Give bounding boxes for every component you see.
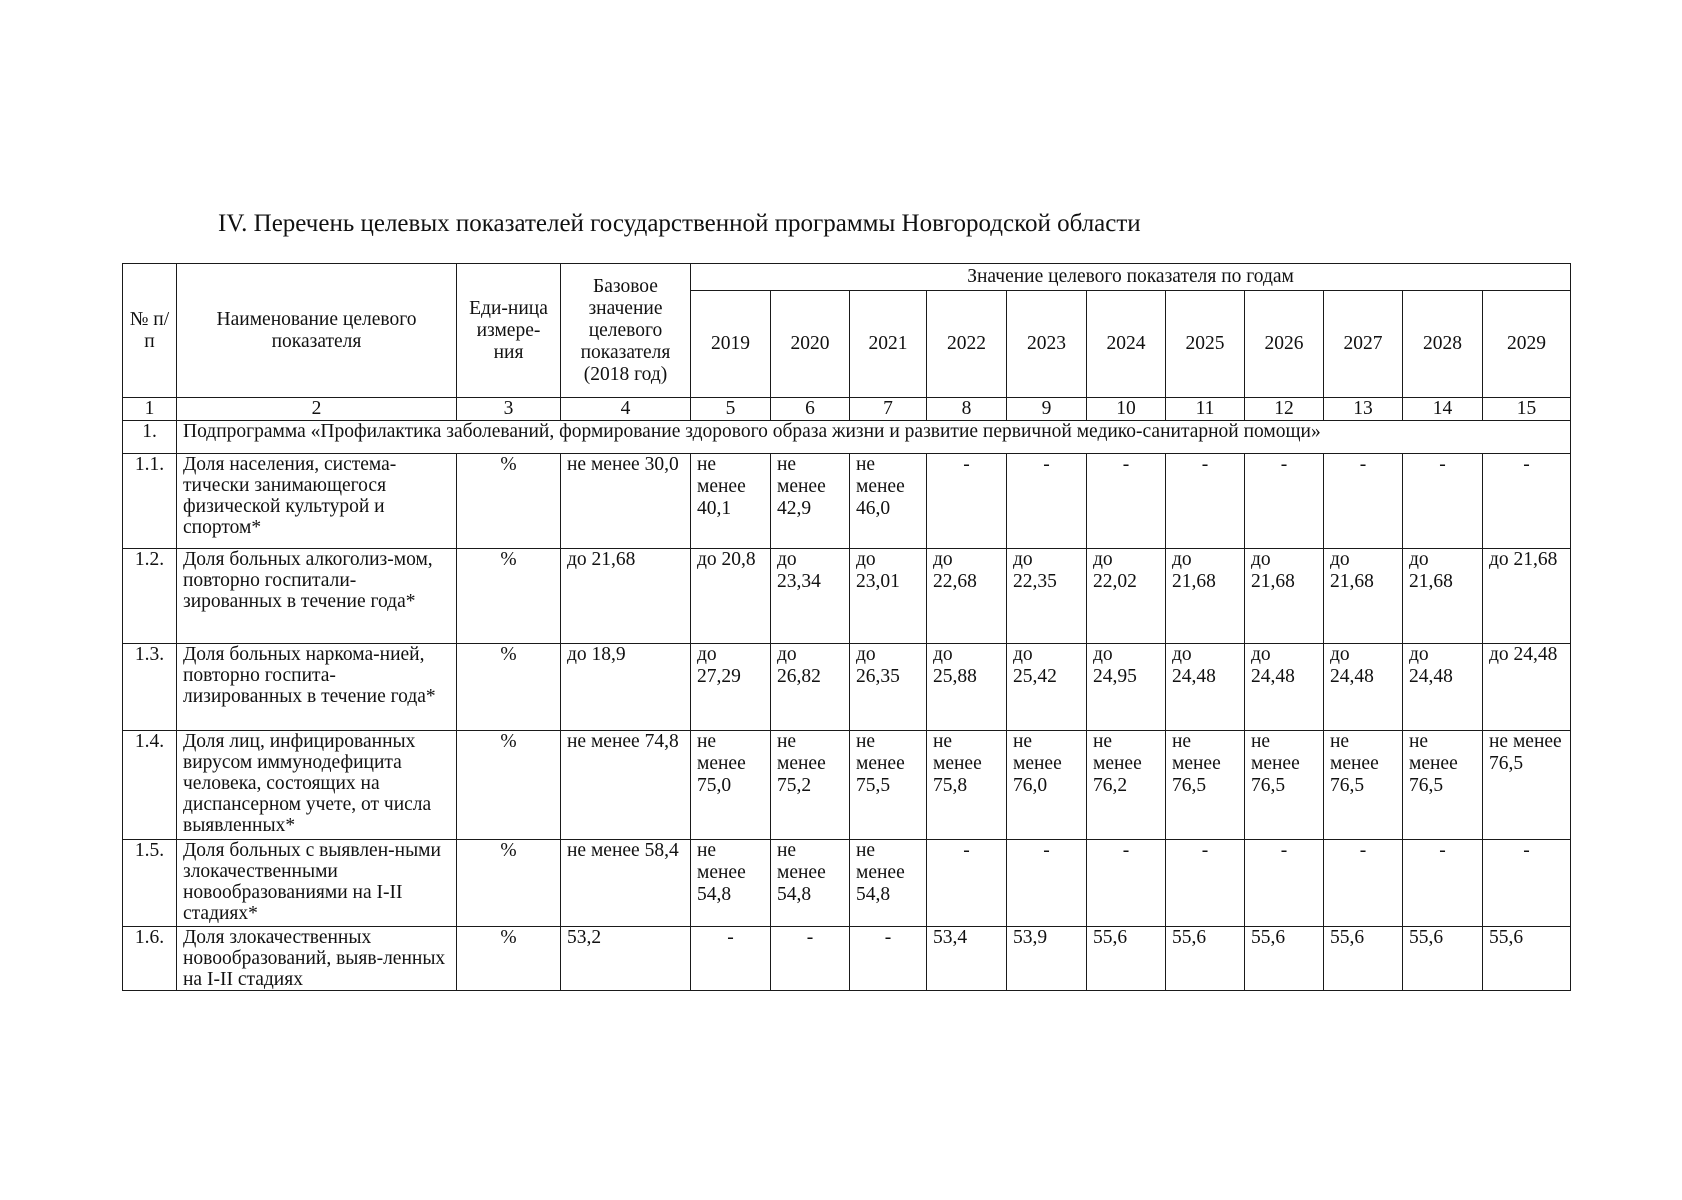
year-value: - — [1007, 840, 1087, 927]
year-value: - — [1403, 454, 1483, 549]
subprogram-title: Подпрограмма «Профилактика заболеваний, формирование здорового образа жизни и развитие первичной медико-санитарной помощи» — [177, 421, 1571, 454]
indicator-unit: % — [457, 454, 561, 549]
row-number: 1.1. — [123, 454, 177, 549]
column-number: 10 — [1087, 398, 1166, 421]
year-value: до 21,68 — [1483, 549, 1571, 644]
year-value: не менее 54,8 — [691, 840, 771, 927]
year-value: не менее 54,8 — [771, 840, 850, 927]
column-number: 12 — [1245, 398, 1324, 421]
year-value: до 25,88 — [927, 644, 1007, 731]
year-value: не менее 75,0 — [691, 731, 771, 840]
header-name: Наименование целевого показателя — [177, 264, 457, 398]
header-year: 2028 — [1403, 291, 1483, 398]
year-value: - — [1324, 454, 1403, 549]
year-value: - — [1245, 840, 1324, 927]
year-value: 55,6 — [1403, 927, 1483, 991]
table-row — [123, 731, 1571, 840]
indicators-table — [122, 263, 1571, 991]
year-value: - — [771, 927, 850, 991]
indicator-name: Доля больных наркома-нией, повторно госпита-лизированных в течение года* — [177, 644, 457, 731]
year-value: - — [1007, 454, 1087, 549]
year-value: до 22,68 — [927, 549, 1007, 644]
header-year: 2026 — [1245, 291, 1324, 398]
subprogram-num: 1. — [123, 421, 177, 454]
year-value: до 23,34 — [771, 549, 850, 644]
row-number: 1.4. — [123, 731, 177, 840]
year-value: до 21,68 — [1403, 549, 1483, 644]
header-unit: Еди-ница измере-ния — [457, 264, 561, 398]
table-row — [123, 549, 1571, 644]
row-number: 1.3. — [123, 644, 177, 731]
year-value: до 24,48 — [1324, 644, 1403, 731]
column-number: 9 — [1007, 398, 1087, 421]
header-year: 2019 — [691, 291, 771, 398]
year-value: не менее 40,1 — [691, 454, 771, 549]
year-value: - — [927, 454, 1007, 549]
year-value: не менее 76,5 — [1245, 731, 1324, 840]
indicator-unit: % — [457, 840, 561, 927]
base-value: до 21,68 — [561, 549, 691, 644]
indicator-name: Доля населения, система-тически занимающегося физической культурой и спортом* — [177, 454, 457, 549]
year-value: 55,6 — [1483, 927, 1571, 991]
column-number: 8 — [927, 398, 1007, 421]
year-value: до 24,95 — [1087, 644, 1166, 731]
header-year: 2024 — [1087, 291, 1166, 398]
year-value: до 24,48 — [1403, 644, 1483, 731]
indicator-name: Доля больных с выявлен-ными злокачественными новообразованиями на I-II стадиях* — [177, 840, 457, 927]
year-value: до 24,48 — [1245, 644, 1324, 731]
year-value: до 26,82 — [771, 644, 850, 731]
year-value: - — [691, 927, 771, 991]
header-year: 2021 — [850, 291, 927, 398]
year-value: не менее 42,9 — [771, 454, 850, 549]
year-value: - — [1403, 840, 1483, 927]
base-value: 53,2 — [561, 927, 691, 991]
year-value: - — [1245, 454, 1324, 549]
header-year: 2020 — [771, 291, 850, 398]
year-value: 55,6 — [1324, 927, 1403, 991]
year-value: - — [1166, 840, 1245, 927]
base-value: не менее 58,4 — [561, 840, 691, 927]
header-year: 2027 — [1324, 291, 1403, 398]
table-row — [123, 454, 1571, 549]
year-value: - — [1483, 454, 1571, 549]
year-value: не менее 76,0 — [1007, 731, 1087, 840]
base-value: не менее 74,8 — [561, 731, 691, 840]
indicator-name: Доля больных алкоголиз-мом, повторно госпитали-зированных в течение года* — [177, 549, 457, 644]
base-value: до 18,9 — [561, 644, 691, 731]
column-number: 11 — [1166, 398, 1245, 421]
year-value: - — [1483, 840, 1571, 927]
column-number: 2 — [177, 398, 457, 421]
year-value: 53,9 — [1007, 927, 1087, 991]
page-title: IV. Перечень целевых показателей государственной программы Новгородской области — [218, 210, 1141, 237]
column-number: 5 — [691, 398, 771, 421]
column-number: 1 — [123, 398, 177, 421]
subprogram-row — [123, 421, 1571, 454]
year-value: - — [927, 840, 1007, 927]
year-value: не менее 76,2 — [1087, 731, 1166, 840]
year-value: до 24,48 — [1483, 644, 1571, 731]
year-value: до 21,68 — [1324, 549, 1403, 644]
year-value: 53,4 — [927, 927, 1007, 991]
column-number: 7 — [850, 398, 927, 421]
year-value: - — [1324, 840, 1403, 927]
year-value: до 21,68 — [1166, 549, 1245, 644]
header-num: № п/п — [123, 264, 177, 398]
year-value: до 26,35 — [850, 644, 927, 731]
column-number: 6 — [771, 398, 850, 421]
year-value: до 22,35 — [1007, 549, 1087, 644]
year-value: - — [850, 927, 927, 991]
year-value: 55,6 — [1166, 927, 1245, 991]
year-value: не менее 54,8 — [850, 840, 927, 927]
year-value: до 27,29 — [691, 644, 771, 731]
year-value: не менее 75,5 — [850, 731, 927, 840]
header-year: 2023 — [1007, 291, 1087, 398]
year-value: - — [1087, 840, 1166, 927]
table-row — [123, 927, 1571, 991]
year-value: не менее 75,8 — [927, 731, 1007, 840]
year-value: до 25,42 — [1007, 644, 1087, 731]
base-value: не менее 30,0 — [561, 454, 691, 549]
table-row — [123, 840, 1571, 927]
column-number: 13 — [1324, 398, 1403, 421]
row-number: 1.6. — [123, 927, 177, 991]
header-year: 2022 — [927, 291, 1007, 398]
column-number: 15 — [1483, 398, 1571, 421]
row-number: 1.2. — [123, 549, 177, 644]
indicator-unit: % — [457, 731, 561, 840]
header-year: 2029 — [1483, 291, 1571, 398]
year-value: до 22,02 — [1087, 549, 1166, 644]
indicator-name: Доля лиц, инфицированных вирусом иммунодефицита человека, состоящих на диспансерном учете, от числа выявленных* — [177, 731, 457, 840]
year-value: не менее 76,5 — [1166, 731, 1245, 840]
year-value: до 20,8 — [691, 549, 771, 644]
indicator-unit: % — [457, 644, 561, 731]
indicator-rows — [123, 454, 1571, 991]
indicator-name: Доля злокачественных новообразований, выяв-ленных на I-II стадиях — [177, 927, 457, 991]
indicator-unit: % — [457, 927, 561, 991]
year-value: не менее 76,5 — [1324, 731, 1403, 840]
year-value: до 24,48 — [1166, 644, 1245, 731]
header-years-group: Значение целевого показателя по годам — [691, 264, 1571, 291]
year-value: не менее 76,5 — [1483, 731, 1571, 840]
year-value: 55,6 — [1087, 927, 1166, 991]
year-value: не менее 46,0 — [850, 454, 927, 549]
row-number: 1.5. — [123, 840, 177, 927]
year-value: - — [1087, 454, 1166, 549]
year-value: до 23,01 — [850, 549, 927, 644]
table-row — [123, 644, 1571, 731]
year-value: 55,6 — [1245, 927, 1324, 991]
header-base: Базовое значение целевого показателя (2018 год) — [561, 264, 691, 398]
year-value: не менее 75,2 — [771, 731, 850, 840]
column-number: 4 — [561, 398, 691, 421]
header-year: 2025 — [1166, 291, 1245, 398]
indicator-unit: % — [457, 549, 561, 644]
year-value: - — [1166, 454, 1245, 549]
column-number: 3 — [457, 398, 561, 421]
year-value: до 21,68 — [1245, 549, 1324, 644]
column-number: 14 — [1403, 398, 1483, 421]
year-value: не менее 76,5 — [1403, 731, 1483, 840]
